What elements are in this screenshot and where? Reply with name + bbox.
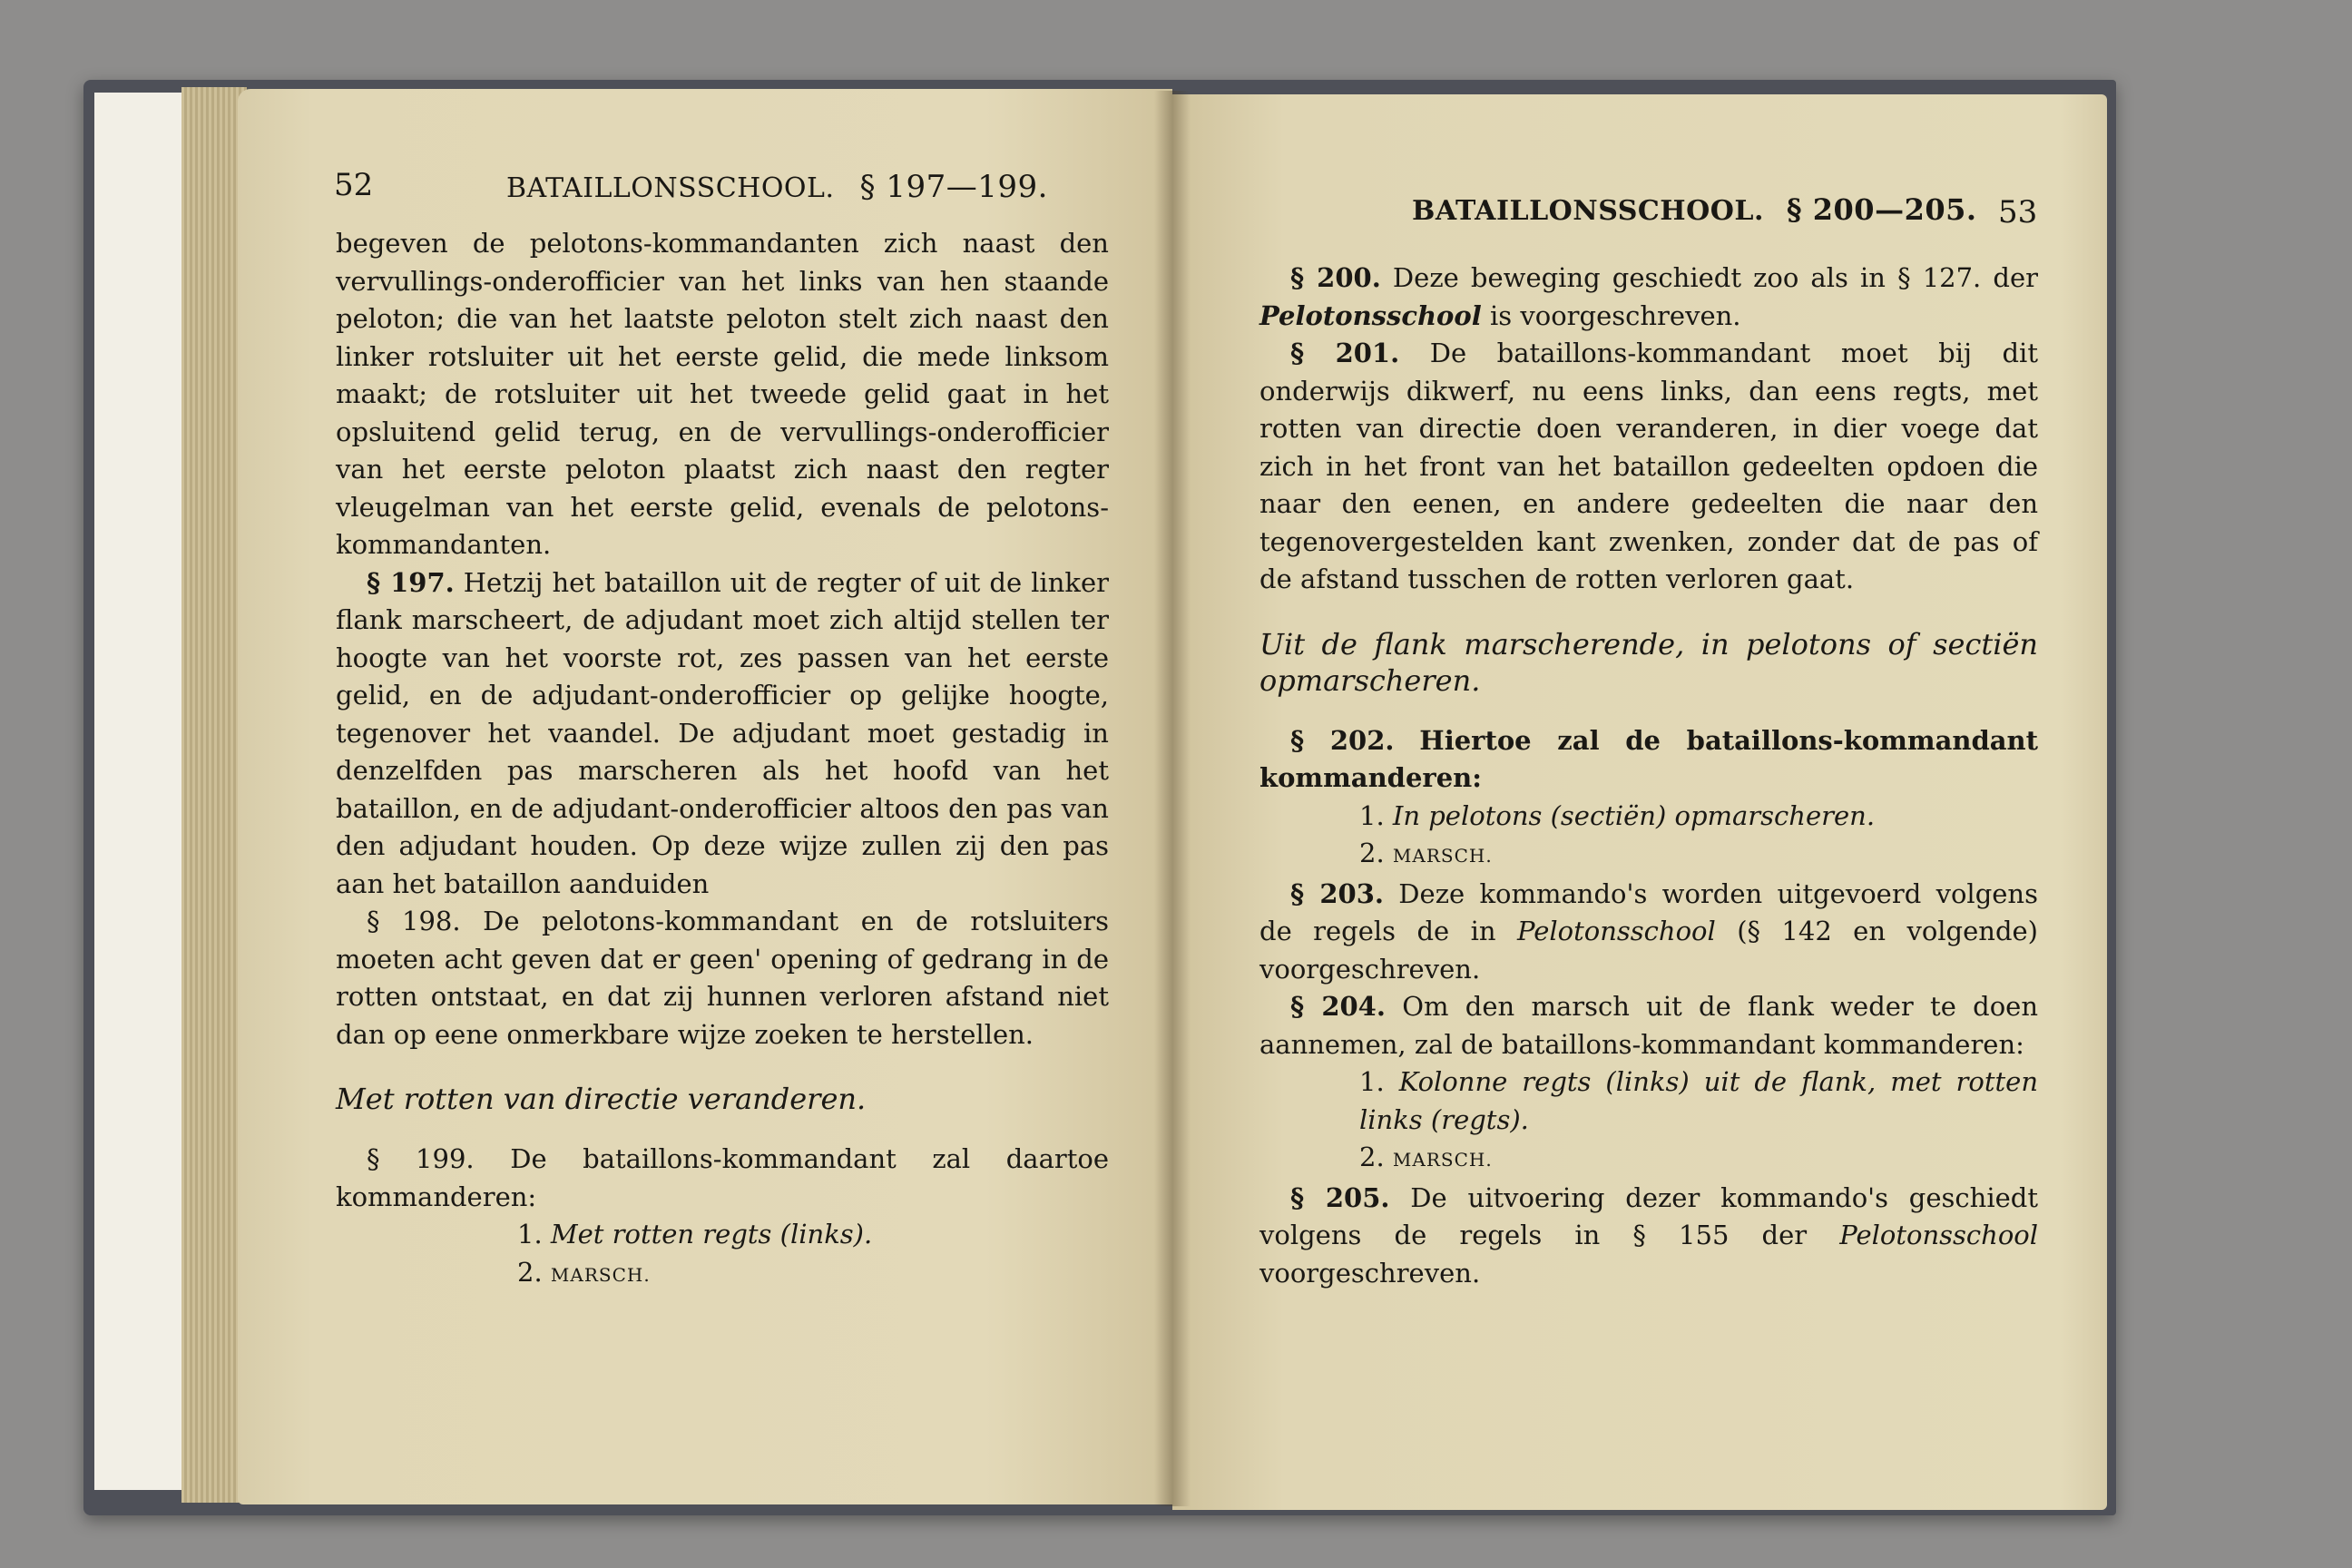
paragraph-200 — [1259, 260, 2038, 335]
section-text: De pelotons-kommandant en de rotsluiters moeten acht geven dat er geen' opening of gedrang in de rotten ontstaat, en dat zij hunnen verloren afstand niet dan op eene onmerkbare wijze zoeken te herstellen. — [336, 906, 1109, 1050]
paragraph-204 — [1259, 988, 2038, 1063]
section-text: Deze kommando's worden uitgevoerd volgens de regels de in — [1259, 877, 2038, 946]
section-italic: Pelotonsschool — [1839, 1220, 2039, 1250]
section-text: Deze beweging geschiedt zoo als in § 127. der — [1392, 262, 2038, 293]
paragraph-205 — [1259, 1180, 2038, 1293]
command-text: MARSCH. — [550, 1263, 651, 1286]
section-text: is voorgeschreven. — [1489, 299, 1741, 331]
section-label: § 201. — [1290, 338, 1400, 368]
running-head — [1412, 192, 1977, 227]
command-number: 1. — [517, 1219, 543, 1250]
section-label: § 203. — [1290, 877, 1384, 909]
command-text: Met rotten regts (links). — [550, 1219, 873, 1250]
paragraph-203 — [1259, 876, 2038, 989]
command-line — [1259, 798, 2038, 836]
command-text: MARSCH. — [1392, 845, 1493, 867]
section-label: § 205. — [1290, 1181, 1390, 1213]
command-text: In pelotons (sectiën) opmarscheren. — [1392, 799, 1876, 831]
paragraph-201 — [1259, 335, 2038, 599]
running-head-sections: § 197—199. — [859, 169, 1048, 205]
section-text: Om den marsch uit de flank weder te doen aannemen, zal de bataillons-kommandant kommanderen: — [1259, 991, 2039, 1060]
command-line — [336, 1254, 1109, 1295]
section-text: De bataillons-kommandant zal daartoe kommanderen: — [336, 1143, 1109, 1212]
command-number: 1. — [1359, 1066, 1385, 1097]
command-number: 2. — [517, 1256, 543, 1288]
command-number: 2. — [1359, 1142, 1385, 1172]
paragraph-198 — [336, 903, 1109, 1054]
left-page — [238, 89, 1172, 1504]
section-text: De bataillons-kommandant moet bij dit onderwijs dikwerf, nu eens links, dan eens regts, met rotten van directie doen veranderen, in dier voege dat zich in het front van het bataillon gedeelten opdoen die naar den eenen, en andere gedeelten die naar den tegenovergestelden kant zwenken, zonder dat de pas of de afstand tusschen de rotten verloren gaat. — [1259, 338, 2038, 594]
command-line — [1259, 1063, 2038, 1139]
book-gutter — [1154, 91, 1191, 1506]
page-number: 53 — [1998, 194, 2038, 230]
command-text: Kolonne regts (links) uit de flank, met rotten links (regts). — [1359, 1066, 2039, 1135]
command-line — [336, 1216, 1109, 1254]
section-text: (§ 142 en volgende) voorgeschreven. — [1259, 916, 2039, 985]
command-number: 2. — [1359, 838, 1385, 868]
paragraph-continued: begeven de pelotons-kommandanten zich naast den vervullings-onderofficier van het links van hen staande peloton; die van het laatste peloton stelt zich naast den linker rotsluiter uit het eerste gelid, die mede linksom maakt; de rotsluiter uit het tweede gelid gaat in het opsluitend gelid terug, en de vervullings-onderofficier van het eerste peloton plaatst zich naast den regter vleugelman van het eerste gelid, evenals de pelotons-kommandanten. — [336, 228, 1109, 560]
running-head-title: BATAILLONSSCHOOL. — [1412, 195, 1764, 227]
running-head-title: BATAILLONSSCHOOL. — [506, 172, 835, 204]
running-head-sections: § 200—205. — [1786, 192, 1977, 227]
section-heading: Uit de flank marscherende, in pelotons of sectiën opmarscheren. — [1259, 626, 2038, 698]
paragraph-199 — [336, 1141, 1109, 1216]
section-heading: Met rotten van directie veranderen. — [336, 1082, 867, 1116]
section-label: § 202. — [1290, 724, 1395, 756]
section-text: De uitvoering dezer kommando's geschiedt volgens de regels in § 155 der — [1259, 1181, 2038, 1250]
page-number: 52 — [334, 167, 374, 203]
command-text: MARSCH. — [1392, 1149, 1493, 1171]
right-page — [1172, 94, 2107, 1510]
right-page-body — [1259, 260, 2038, 1292]
section-italic: Pelotonsschool — [1516, 916, 1716, 946]
command-line — [1259, 1139, 2038, 1180]
section-text: Hetzij het bataillon uit de regter of uit de linker flank marscheert, de adjudant moet zich altijd stellen ter hoogte van het voorste rot, zes passen van het eerste gelid, en de adjudant-onderofficier op gelijke hoogte, tegenover het vaandel. De adjudant moet gestadig in denzelfden pas marscheren als het hoofd van het bataillon, en de adjudant-onderofficier altoos den pas van den adjudant houden. Op deze wijze zullen zij den pas aan het bataillon aanduiden — [336, 566, 1109, 899]
section-text: voorgeschreven. — [1259, 1257, 1481, 1289]
command-number: 1. — [1359, 799, 1385, 831]
command-line — [1259, 835, 2038, 876]
section-italic: Pelotonsschool — [1259, 299, 1482, 331]
section-label: § 204. — [1290, 991, 1386, 1022]
left-page-body — [336, 225, 1109, 1294]
running-head — [506, 169, 1048, 205]
section-label: § 199. — [367, 1143, 475, 1174]
section-label: § 198. — [367, 906, 461, 936]
section-label: § 197. — [367, 566, 455, 598]
paragraph-197 — [336, 564, 1109, 904]
section-label: § 200. — [1290, 262, 1381, 293]
section-text: Hiertoe zal de bataillons-kommandant kommanderen: — [1259, 724, 2038, 793]
paragraph-202 — [1259, 722, 2038, 798]
